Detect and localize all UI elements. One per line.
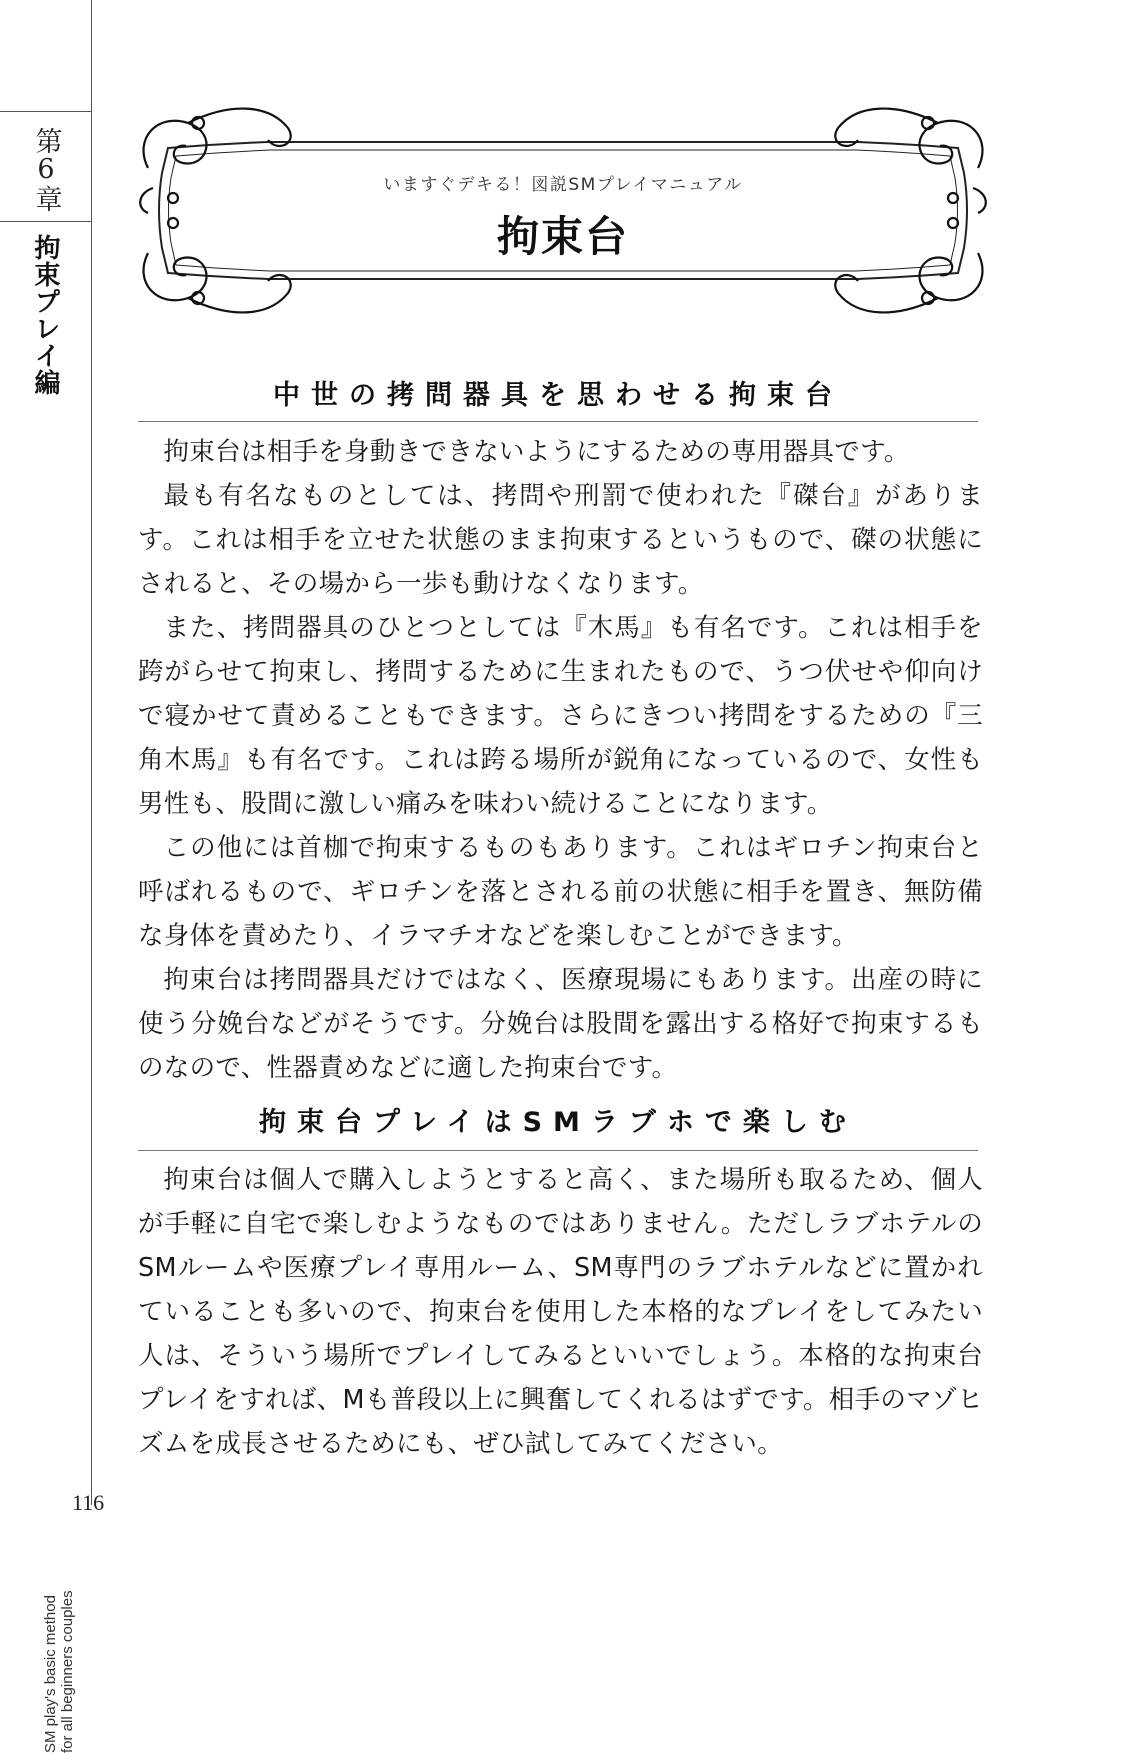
- paragraph: 拘束台は個人で購入しようとすると高く、また場所も取るため、個人が手軽に自宅で楽しむようなものではありません。ただしラブホテルのSMルームや医療プレイ専用ルーム、SM専門のラブホテルなどに置かれていることも多いので、拘束台を使用した本格的なプレイをしてみたい人は、そういう場所でプレイしてみるといいでしょう。本格的な拘束台プレイをすれば、Mも普段以上に興奮してくれるはずです。相手のマゾヒズムを成長させるためにも、ぜひ試してみてください。: [138, 1165, 983, 1459]
- chapter-title: 拘束プレイ編: [30, 234, 60, 396]
- section-body-2: [138, 1158, 983, 1466]
- manual-subtitle: いますぐデキる！図説SMプレイマニュアル: [383, 175, 743, 195]
- paragraph: 拘束台は拷問器具だけではなく、医療現場にもあります。出産の時に使う分娩台などがそうです。分娩台は股間を露出する格好で拘束するものなので、性器責めなどに適した拘束台です。: [138, 965, 983, 1083]
- title-frame: [128, 98, 998, 323]
- section-rule-2: [138, 1150, 978, 1151]
- section-heading-2: 拘束台プレイはSMラブホで楽しむ: [259, 1107, 857, 1138]
- english-tagline-line2: for all beginners couples: [59, 1590, 76, 1753]
- english-tagline: [42, 1318, 82, 1753]
- paragraph: 最も有名なものとしては、拷問や刑罰で使われた『磔台』があります。これは相手を立せた状態のまま拘束するというもので、磔の状態にされると、その場から一歩も動けなくなります。: [138, 481, 983, 599]
- paragraph: また、拷問器具のひとつとしては『木馬』も有名です。これは相手を跨がらせて拘束し、拷問するために生まれたもので、うつ伏せや仰向けで寝かせて責めることもできます。さらにきつい拷問をするための『三角木馬』も有名です。これは跨る場所が鋭角になっているので、女性も男性も、股間に激しい痛みを味わい続けることになります。: [138, 613, 983, 819]
- paragraph: 拘束台は相手を身動きできないようにするための専用器具です。: [163, 437, 910, 467]
- section-heading-1: 中世の拷問器具を思わせる拘束台: [273, 380, 843, 411]
- english-tagline-line1: SM play's basic method: [42, 1595, 59, 1753]
- sidebar-divider-bottom: [0, 221, 91, 222]
- section-body-1: [138, 430, 983, 1090]
- section-rule-1: [138, 421, 978, 422]
- sidebar-rule: [91, 0, 92, 1505]
- page-number: 116: [72, 1490, 105, 1515]
- sidebar-divider-top: [0, 111, 91, 112]
- page-title: 拘束台: [496, 212, 629, 261]
- chapter-label: 第6章: [30, 126, 62, 212]
- paragraph: この他には首枷で拘束するものもあります。これはギロチン拘束台と呼ばれるもので、ギロチンを落とされる前の状態に相手を置き、無防備な身体を責めたり、イラマチオなどを楽しむことができます。: [138, 833, 983, 951]
